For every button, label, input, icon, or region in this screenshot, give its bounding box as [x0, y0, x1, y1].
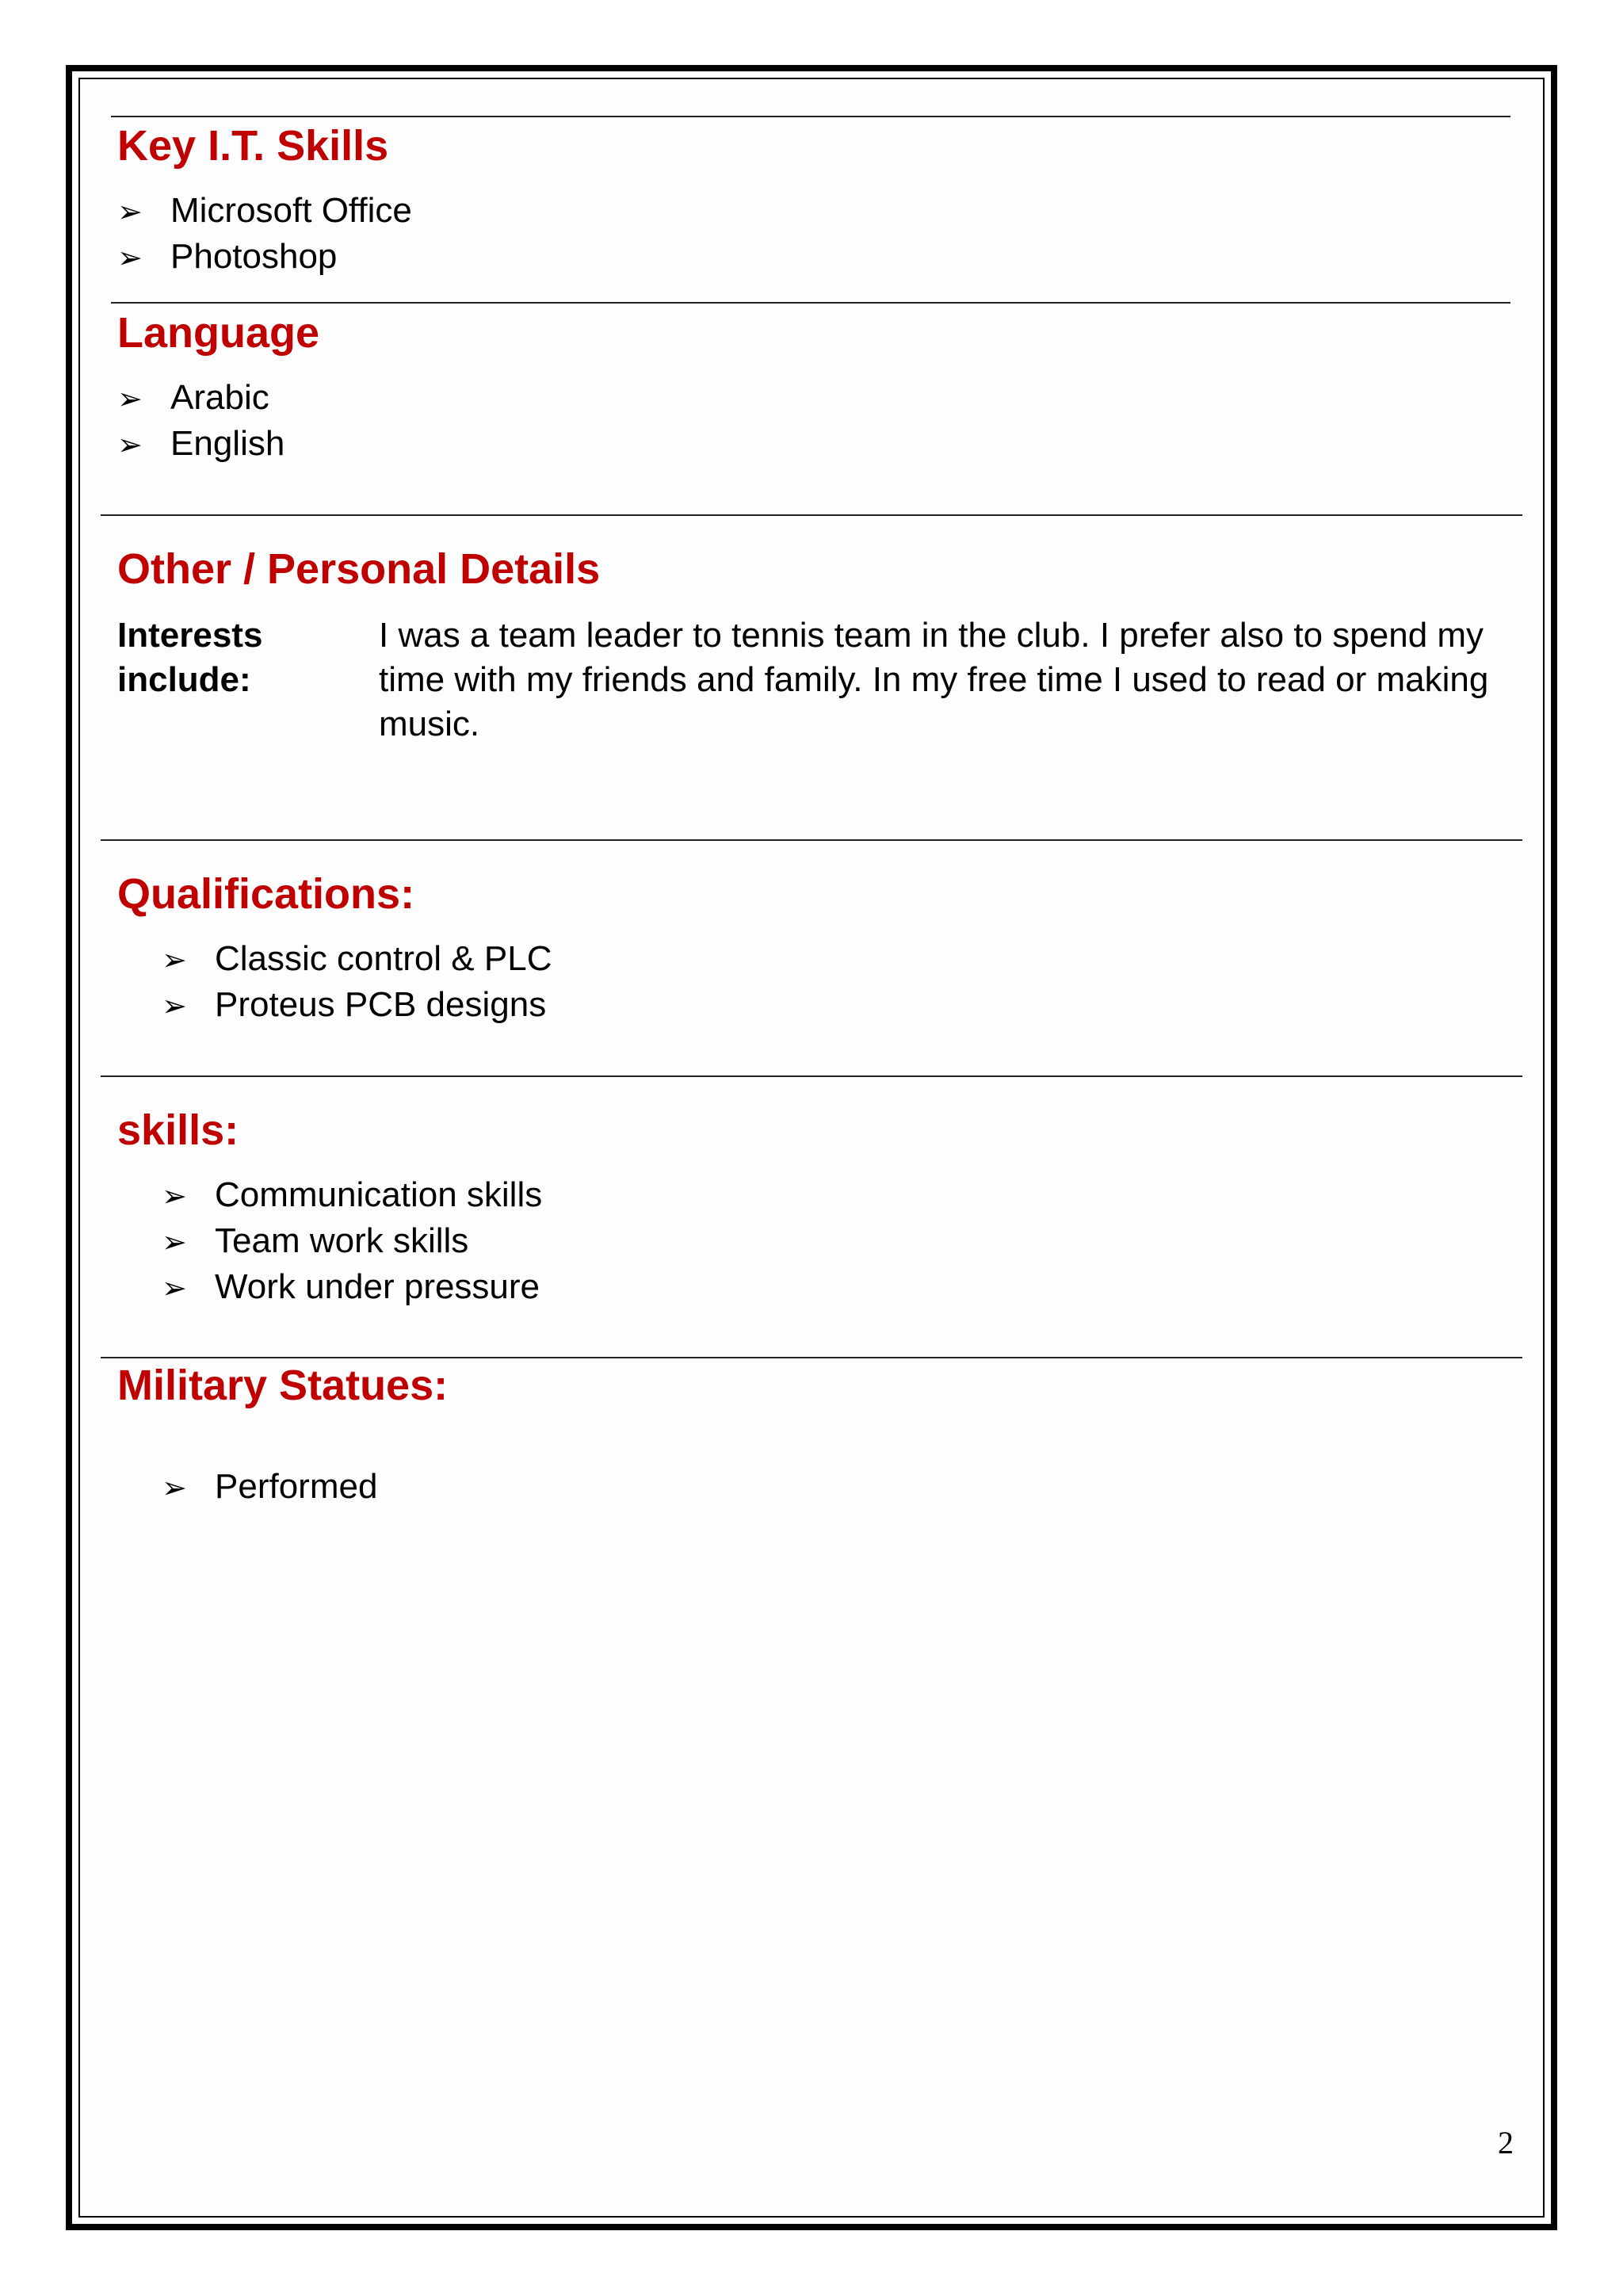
arrowhead-bullet-icon: ➢: [162, 1272, 187, 1305]
arrowhead-bullet-icon: ➢: [117, 196, 143, 229]
list-item: [162, 983, 552, 1029]
section-heading-skills: skills:: [117, 1106, 239, 1154]
section-divider: [111, 302, 1510, 304]
section-heading-it-skills: Key I.T. Skills: [117, 122, 389, 170]
it-skills-list: [117, 189, 412, 281]
arrowhead-bullet-icon: ➢: [117, 242, 143, 275]
section-heading-language: Language: [117, 309, 320, 357]
list-item: [117, 422, 285, 468]
list-item-text: English: [170, 424, 285, 463]
arrowhead-bullet-icon: ➢: [117, 383, 143, 416]
arrowhead-bullet-icon: ➢: [162, 1226, 187, 1259]
section-heading-qualifications: Qualifications:: [117, 870, 415, 918]
qualifications-list: [162, 937, 552, 1029]
list-item: [117, 235, 412, 281]
list-item: [117, 189, 412, 235]
section-divider: [101, 839, 1522, 841]
list-item: [162, 937, 552, 983]
arrowhead-bullet-icon: ➢: [162, 944, 187, 977]
section-divider: [101, 1357, 1522, 1358]
list-item-text: Microsoft Office: [170, 191, 412, 230]
arrowhead-bullet-icon: ➢: [117, 429, 143, 462]
list-item-text: Performed: [215, 1467, 378, 1506]
list-item-text: Team work skills: [215, 1221, 469, 1260]
list-item-text: Photoshop: [170, 237, 338, 276]
list-item: [162, 1173, 542, 1219]
page-frame-inner: [78, 78, 1545, 2218]
list-item-text: Proteus PCB designs: [215, 985, 547, 1024]
section-divider: [111, 116, 1510, 117]
arrowhead-bullet-icon: ➢: [162, 1472, 187, 1505]
skills-list: [162, 1173, 542, 1311]
page-frame: [66, 65, 1557, 2230]
list-item-text: Arabic: [170, 378, 269, 417]
language-list: [117, 376, 285, 468]
interests-text: I was a team leader to tennis team in the club. I prefer also to spend my time with my friends and family. In my free time I used to read or making music.: [379, 616, 1489, 743]
arrowhead-bullet-icon: ➢: [162, 1180, 187, 1213]
list-item: [162, 1465, 377, 1511]
list-item-text: Communication skills: [215, 1175, 543, 1214]
section-divider: [101, 514, 1522, 516]
list-item: [162, 1265, 542, 1311]
list-item: [162, 1219, 542, 1265]
arrowhead-bullet-icon: ➢: [162, 990, 187, 1023]
section-heading-personal-details: Other / Personal Details: [117, 545, 601, 593]
list-item-text: Work under pressure: [215, 1267, 540, 1306]
list-item-text: Classic control & PLC: [215, 939, 552, 978]
military-list: [162, 1465, 377, 1511]
page-number: 2: [1498, 2125, 1514, 2160]
list-item: [117, 376, 285, 422]
section-heading-military-status: Military Statues:: [117, 1362, 449, 1409]
section-divider: [101, 1075, 1522, 1077]
interests-label: Interests include:: [117, 616, 263, 699]
